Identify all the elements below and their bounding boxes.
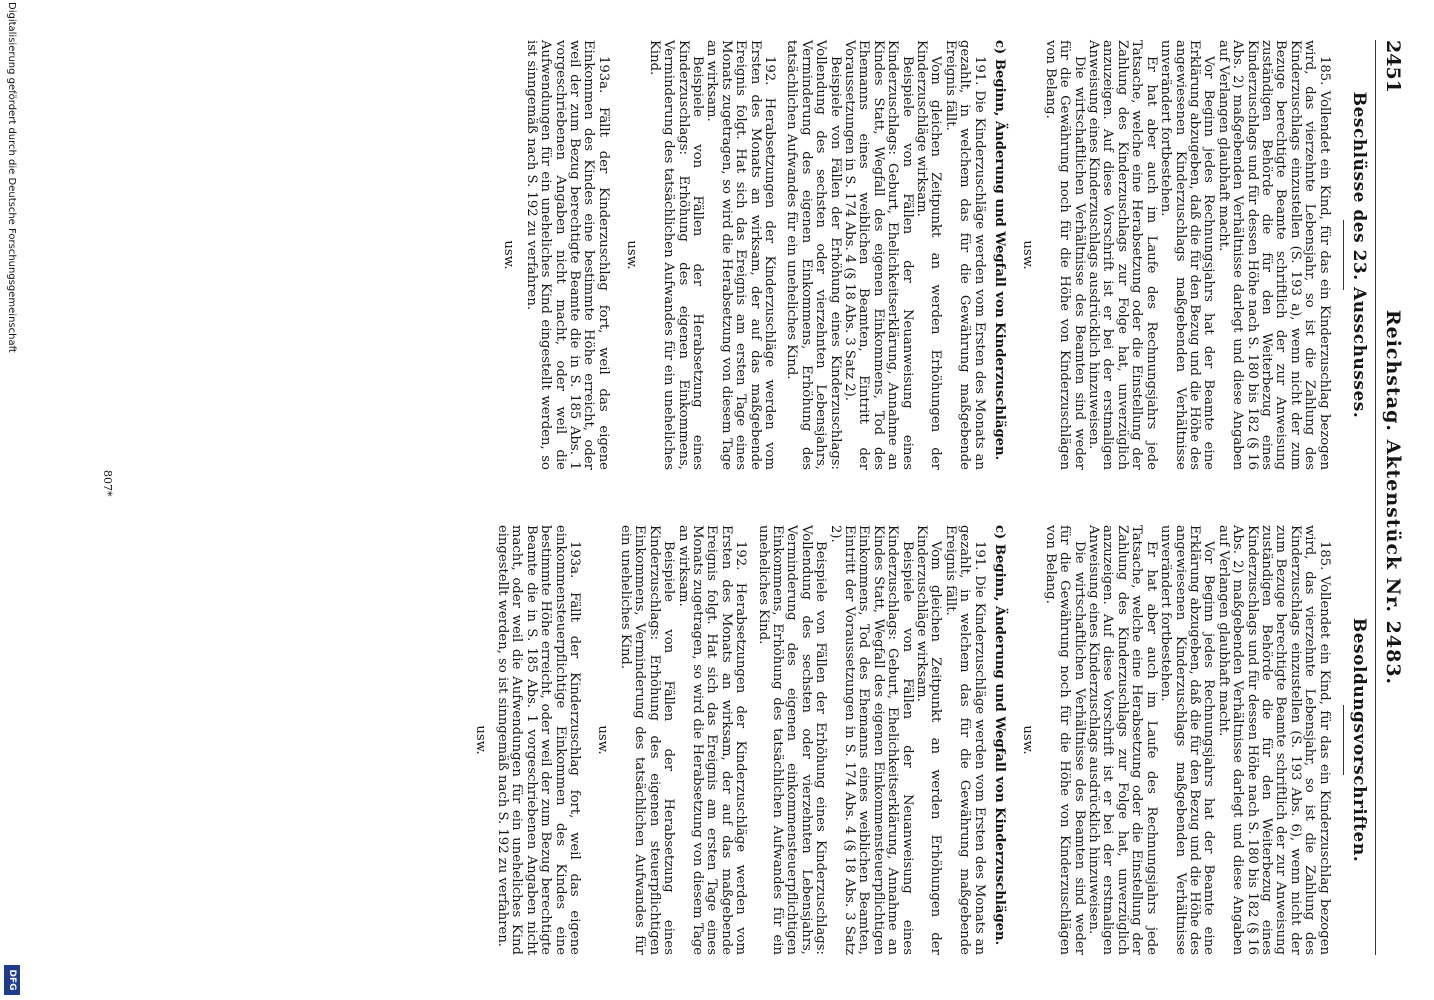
paragraph-191-2: Vom gleichen Zeitpunkt an werden Erhöhungen der Kinderzuschläge wirksam. (914, 525, 944, 955)
usw-marker: usw. (1020, 240, 1036, 270)
paragraph-191: 191. Die Kinderzuschläge werden vom Ersten des Monats an gezahlt, in welchem das für die Gewährung maßgebende Ereignis fällt. (942, 40, 987, 470)
usw-marker: usw. (472, 725, 488, 755)
paragraph-185: 185. Vollendet ein Kind, für das ein Kinderzuschlag bezogen wird, das vierzehnte Lebensjahr, so ist die Zahlung des Kinderzuschlags einzustellen (S. 193 Abs. 6), wenn nicht der zum Bezuge berechtigte Beamte schriftlich der zur Anweisung zuständigen Behörde die für den Weiterbezug eines Kinderzuschlags und für dessen Höhe nach S. 180 bis 182 (§ 16 Abs. 2) maßgebenden Verhältnisse darlegt und diese Angaben auf Verlangen glaubhaft macht. (1215, 525, 1332, 955)
paragraph-191-2: Vom gleichen Zeitpunkt an werden Erhöhungen der Kinderzuschläge wirksam. (914, 40, 944, 470)
heading-rule (1343, 705, 1344, 775)
section-c-heading: c) Beginn, Änderung und Wegfall von Kinderzuschlägen. (992, 40, 1008, 461)
paragraph-185-2: Vor Beginn jedes Rechnungsjahrs hat der Beamte eine Erklärung abzugeben, daß die für den Bezug und die Höhe des angewiesenen Kinderzuschlags maßgebenden Verhältnisse unverändert fortbestehen. (1158, 40, 1217, 470)
section-c-heading: c) Beginn, Änderung und Wegfall von Kinderzuschlägen. (992, 525, 1008, 946)
footer-text: Digitalisierung gefördert durch die Deutsche Forschungsgemeinschaft (6, 2, 17, 353)
paragraph-192-examples: Beispiele von Fällen der Herabsetzung eines Kinderzuschlags: Erhöhung des eigenen Einkommens, Verminderung des tatsächlichen Aufwandes für ein uneheliches Kind. (646, 40, 705, 470)
paragraph-185-4: Die wirtschaftlichen Verhältnisse des Beamten sind weder für die Gewährung noch für die Höhe von Kinderzuschlägen von Belang. (1042, 40, 1087, 470)
heading-rule (1343, 220, 1344, 290)
paragraph-185-3: Er hat aber auch im Laufe des Rechnungsjahrs jede Tatsache, welche eine Herabsetzung oder die Einstellung der Zahlung des Kinderzuschlags zur Folge hat, unverzüglich anzuzeigen. Auf diese Vorschrift ist er bei der erstmaligen Anweisung eines Kinderzuschlags ausdrücklich hinzuweisen. (1086, 40, 1159, 470)
paragraph-191-examples-increase: Beispiele von Fällen der Erhöhung eines Kinderzuschlags: Vollendung des sechsten oder vierzehnten Lebensjahrs, Verminderung des eigenen Einkommens, Erhöhung des tatsächlichen Aufwandes für ein uneheliches Kind. (784, 40, 843, 470)
paragraph-191-examples-new: Beispiele von Fällen der Neuanweisung eines Kinderzuschlags: Geburt, Ehelichkeitserklärung, Annahme an Kindes Statt, Wegfall des eigenen Einkommens, Tod des Ehemanns eines weiblichen Beamten, Eintritt der Voraussetzungen in S. 174 Abs. 4 (§ 18 Abs. 3 Satz 2). (842, 40, 915, 470)
paragraph-192: 192. Herabsetzungen der Kinderzuschläge werden vom Ersten des Monats an wirksam, der auf das maßgebende Ereignis folgt. Hat sich das Ereignis am ersten Tage eines Monats zugetragen, so wird die Herabsetzung von diesem Tage an wirksam. (704, 40, 777, 470)
column-heading: Besoldungsvorschriften. (1349, 617, 1369, 863)
paragraph-185-3: Er hat aber auch im Laufe des Rechnungsjahrs jede Tatsache, welche eine Herabsetzung oder die Einstellung der Zahlung des Kinderzuschlags zur Folge hat, unverzüglich anzuzeigen. Auf diese Vorschrift ist er bei der erstmaligen Anweisung eines Kinderzuschlags ausdrücklich hinzuweisen. (1086, 525, 1159, 955)
usw-marker: usw. (624, 240, 640, 270)
column-besoldung (458, 525, 1369, 955)
paragraph-185-2: Vor Beginn jedes Rechnungsjahrs hat der Beamte eine Erklärung abzugeben, daß die für den Bezug und die Höhe des angewiesenen Kinderzuschlags maßgebenden Verhältnisse unverändert fortbestehen. (1158, 525, 1217, 955)
digitization-footer (0, 0, 22, 1000)
usw-marker: usw. (1020, 725, 1036, 755)
paragraph-192-examples: Beispiele von Fällen der Herabsetzung eines Kinderzuschlags: Erhöhung des eigenen steuerpflichtigen Einkommens, Verminderung des tatsächlichen Aufwandes für ein uneheliches Kind. (617, 525, 677, 955)
dfg-logo-icon: DFG (4, 965, 20, 995)
paragraph-191-examples-new: Beispiele von Fällen der Neuanweisung eines Kinderzuschlags: Geburt, Ehelichkeitserklärung, Annahme an Kindes Statt, Wegfall des eigenen Einkommensteuerpflichtigen Einkommens, Tod des Ehemanns eines weiblichen Beamten, Eintritt der Voraussetzungen in S. 174 Abs. 4 (§ 18 Abs. 3 Satz 2). (827, 525, 915, 955)
running-header (1375, 40, 1404, 955)
paragraph-185-4: Die wirtschaftlichen Verhältnisse des Beamten sind weder für die Gewährung noch für die Höhe von Kinderzuschlägen von Belang. (1042, 525, 1087, 955)
paragraph-185: 185. Vollendet ein Kind, für das ein Kinderzuschlag bezogen wird, das vierzehnte Lebensjahr, so ist die Zahlung des Kinderzuschlags einzustellen (S. 193 a), wenn nicht der zum Bezuge berechtigte Beamte schriftlich der zur Anweisung zuständigen Behörde die für den Weiterbezug eines Kinderzuschlags und für dessen Höhe nach S. 180 bis 182 (§ 16 Abs. 2) maßgebenden Verhältnisse darlegt und diese Angaben auf Verlangen glaubhaft macht. (1215, 40, 1332, 470)
column-ausschuss (487, 40, 1369, 470)
paragraph-193a: 193a. Fällt der Kinderzuschlag fort, weil das eigene Einkommen des Kindes eine bestimmte Höhe erreicht, oder weil der zum Bezug berechtigte Beamte die in S. 185 Abs. 1 vorgeschriebenen Angaben nicht macht, oder weil die Aufwendungen für ein uneheliches Kind eingestellt werden, so ist sinngemäß nach S. 192 zu verfahren. (523, 40, 611, 470)
paragraph-191-examples-increase: Beispiele von Fällen der Erhöhung eines Kinderzuschlags: Vollendung des sechsten oder vierzehnten Lebensjahrs, Verminderung des eigenen einkommensteuerpflichtigen Einkommens, Erhöhung des tatsächlichen Aufwandes für ein uneheliches Kind. (755, 525, 829, 955)
paragraph-193a: 193a. Fällt der Kinderzuschlag fort, weil das eigene einkommensteuerpflichtige Einkommen des Kindes eine bestimmte Höhe erreicht, oder weil der zum Bezug berechtigte Beamte die in S. 185 Abs. 1 vorgeschriebenen Angaben nicht macht, oder weil die Aufwendungen für ein uneheliches Kind eingestellt werden, so ist sinngemäß nach S. 192 zu verfahren. (495, 525, 583, 955)
page-number: 2451 (1382, 40, 1404, 93)
page-mark: 807* (101, 470, 114, 497)
paragraph-192: 192. Herabsetzungen der Kinderzuschläge werden vom Ersten des Monats an wirksam, der auf das maßgebende Ereignis folgt. Hat sich das Ereignis am ersten Tage eines Monats zugetragen, so wird die Herabsetzung von diesem Tage an wirksam. (675, 525, 749, 955)
column-heading: Beschlüsse des 23. Ausschusses. (1349, 91, 1369, 419)
paragraph-191: 191. Die Kinderzuschläge werden vom Ersten des Monats an gezahlt, in welchem das für die Gewährung maßgebende Ereignis fällt. (942, 525, 987, 955)
usw-marker: usw. (501, 240, 517, 270)
header-title: Reichstag. Aktenstück Nr. 2483. (1382, 309, 1404, 686)
usw-marker: usw. (595, 725, 611, 755)
